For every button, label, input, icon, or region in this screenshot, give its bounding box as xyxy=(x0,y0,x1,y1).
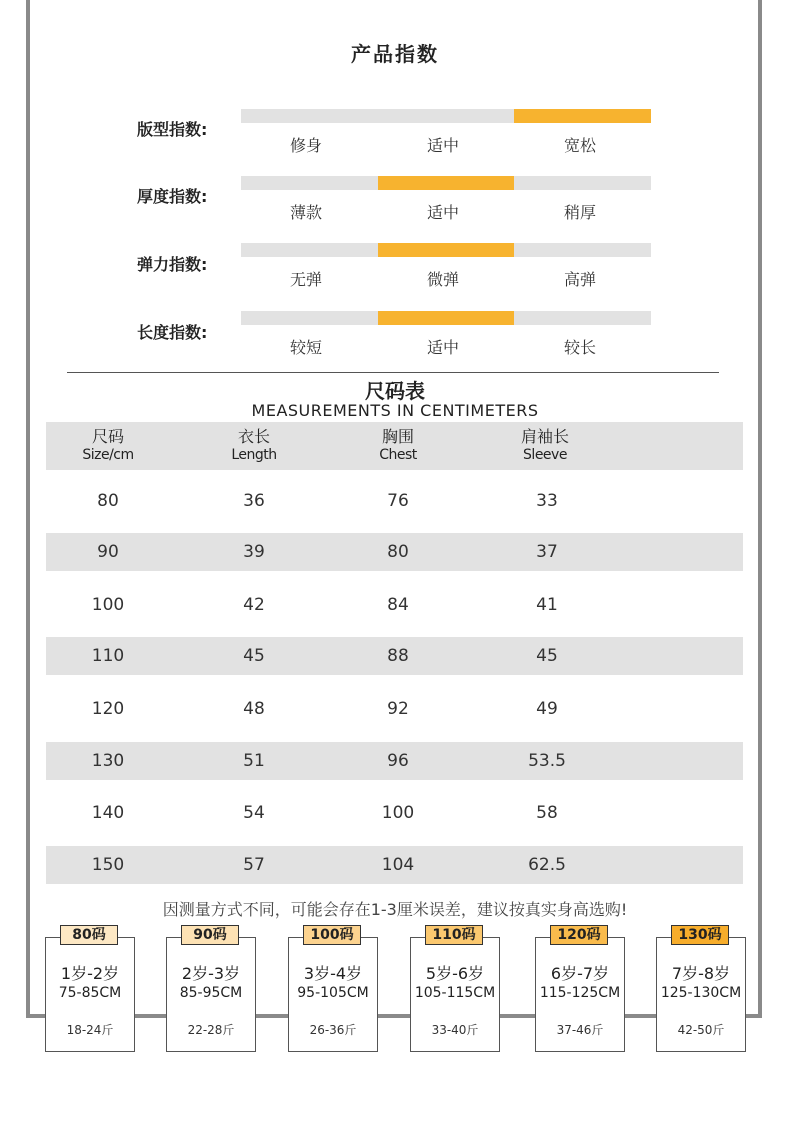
cell-chest: 104 xyxy=(381,855,415,875)
header-cn: 肩袖长 xyxy=(520,427,569,446)
index-option: 微弹 xyxy=(426,270,459,289)
cell-size: 130 xyxy=(91,751,125,771)
table-row xyxy=(46,742,743,780)
cell-chest: 84 xyxy=(387,595,409,615)
index-label: 厚度指数: xyxy=(137,187,208,206)
size-chart-title: 尺码表 xyxy=(365,379,425,403)
size-table-header xyxy=(46,422,743,470)
header-en: Length xyxy=(231,447,277,463)
index-bar-fill xyxy=(378,311,515,325)
table-row xyxy=(46,533,743,571)
cell-size: 120 xyxy=(91,699,125,719)
cell-chest: 80 xyxy=(387,542,409,562)
table-row xyxy=(46,637,743,675)
size-badge: 130码 xyxy=(671,925,729,945)
index-option: 无弹 xyxy=(289,270,322,289)
cell-sleeve: 58 xyxy=(536,803,558,823)
index-bar xyxy=(241,311,651,325)
cell-sleeve: 53.5 xyxy=(528,751,566,771)
size-card xyxy=(410,927,500,1052)
index-bar xyxy=(241,109,651,123)
card-height: 105-115CM xyxy=(414,985,496,1001)
table-row xyxy=(46,846,743,884)
index-bar xyxy=(241,243,651,257)
cell-length: 42 xyxy=(243,595,265,615)
section-divider xyxy=(67,372,719,373)
header-length xyxy=(194,428,314,464)
index-bar-fill xyxy=(514,109,651,123)
cell-length: 48 xyxy=(243,699,265,719)
cell-size: 80 xyxy=(97,491,119,511)
header-cn: 胸围 xyxy=(381,427,414,446)
card-height: 75-85CM xyxy=(58,985,122,1001)
table-row xyxy=(46,586,743,624)
card-height: 85-95CM xyxy=(179,985,243,1001)
header-chest xyxy=(338,428,458,464)
cell-length: 36 xyxy=(243,491,265,511)
cell-sleeve: 45 xyxy=(536,646,558,666)
measurement-note: 因测量方式不同，可能会存在1-3厘米误差，建议按真实身高选购! xyxy=(162,900,628,919)
size-card xyxy=(45,927,135,1052)
index-option: 适中 xyxy=(426,338,459,357)
header-en: Size/cm xyxy=(82,447,134,463)
index-label: 长度指数: xyxy=(137,323,208,342)
index-label: 版型指数: xyxy=(137,120,208,139)
index-label: 弹力指数: xyxy=(137,255,208,274)
cell-length: 45 xyxy=(243,646,265,666)
cell-length: 54 xyxy=(243,803,265,823)
card-weight: 18-24斤 xyxy=(66,1023,114,1037)
size-card xyxy=(166,927,256,1052)
index-bar xyxy=(241,176,651,190)
card-age: 7岁-8岁 xyxy=(671,964,731,983)
cell-chest: 88 xyxy=(387,646,409,666)
card-age: 5岁-6岁 xyxy=(425,964,485,983)
size-badge: 110码 xyxy=(425,925,483,945)
card-height: 95-105CM xyxy=(297,985,369,1001)
card-age: 6岁-7岁 xyxy=(550,964,610,983)
cell-chest: 92 xyxy=(387,699,409,719)
cell-length: 51 xyxy=(243,751,265,771)
index-option: 宽松 xyxy=(563,136,596,155)
index-bar-fill xyxy=(378,176,515,190)
size-card xyxy=(288,927,378,1052)
cell-sleeve: 37 xyxy=(536,542,558,562)
cell-size: 110 xyxy=(91,646,125,666)
cell-chest: 100 xyxy=(381,803,415,823)
card-age: 2岁-3岁 xyxy=(181,964,241,983)
index-option: 高弹 xyxy=(563,270,596,289)
header-en: Sleeve xyxy=(523,447,567,463)
index-option: 修身 xyxy=(289,136,322,155)
card-weight: 26-36斤 xyxy=(309,1023,357,1037)
size-badge: 80码 xyxy=(60,925,118,945)
card-weight: 33-40斤 xyxy=(431,1023,479,1037)
cell-sleeve: 49 xyxy=(536,699,558,719)
size-card xyxy=(656,927,746,1052)
cell-size: 100 xyxy=(91,595,125,615)
header-cn: 尺码 xyxy=(91,427,124,446)
card-height: 115-125CM xyxy=(539,985,621,1001)
header-en: Chest xyxy=(379,447,417,463)
card-weight: 37-46斤 xyxy=(556,1023,604,1037)
index-option: 较长 xyxy=(563,338,596,357)
cell-chest: 76 xyxy=(387,491,409,511)
size-chart-subtitle: MEASUREMENTS IN CENTIMETERS xyxy=(251,401,539,420)
header-sleeve xyxy=(485,428,605,464)
cell-length: 39 xyxy=(243,542,265,562)
cell-length: 57 xyxy=(243,855,265,875)
size-badge: 120码 xyxy=(550,925,608,945)
size-badge: 100码 xyxy=(303,925,361,945)
card-height: 125-130CM xyxy=(660,985,742,1001)
table-row xyxy=(46,690,743,728)
size-badge: 90码 xyxy=(181,925,239,945)
header-cn: 衣长 xyxy=(237,427,270,446)
card-weight: 22-28斤 xyxy=(187,1023,235,1037)
table-row xyxy=(46,794,743,832)
cell-size: 140 xyxy=(91,803,125,823)
cell-sleeve: 33 xyxy=(536,491,558,511)
cell-size: 90 xyxy=(97,542,119,562)
index-option: 适中 xyxy=(426,136,459,155)
product-index-title: 产品指数 xyxy=(351,42,439,66)
index-option: 薄款 xyxy=(289,203,322,222)
card-age: 3岁-4岁 xyxy=(303,964,363,983)
header-size xyxy=(48,428,168,464)
card-age: 1岁-2岁 xyxy=(60,964,120,983)
cell-sleeve: 62.5 xyxy=(528,855,566,875)
index-option: 适中 xyxy=(426,203,459,222)
index-option: 较短 xyxy=(289,338,322,357)
index-option: 稍厚 xyxy=(563,203,596,222)
card-weight: 42-50斤 xyxy=(677,1023,725,1037)
cell-chest: 96 xyxy=(387,751,409,771)
cell-sleeve: 41 xyxy=(536,595,558,615)
table-row xyxy=(46,482,743,520)
cell-size: 150 xyxy=(91,855,125,875)
size-card xyxy=(535,927,625,1052)
index-bar-fill xyxy=(378,243,515,257)
